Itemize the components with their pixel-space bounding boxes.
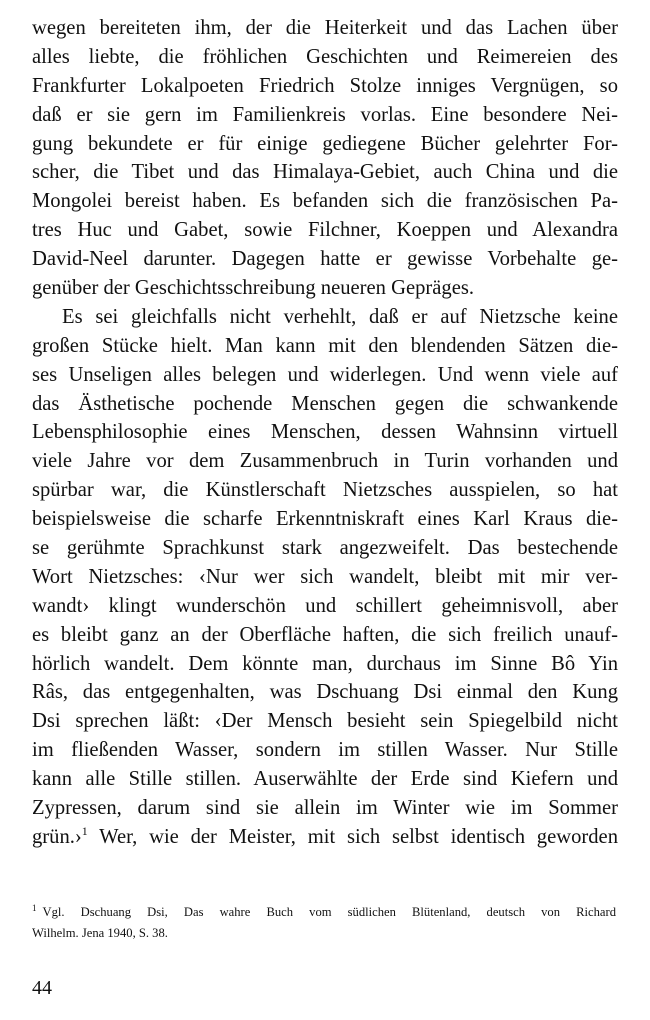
text-line: Zypressen, darum sind sie allein im Winter wie im Sommer — [32, 797, 618, 820]
paragraph-2 — [32, 303, 618, 852]
text-line: großen Stücke hielt. Man kann mit den blendenden Sätzen die- — [32, 334, 618, 357]
text-line: daß er sie gern im Familienkreis vorlas. Eine besondere Nei- — [32, 103, 618, 126]
text-segment: grün.› — [32, 825, 82, 848]
footnote — [32, 902, 616, 944]
text-line: es bleibt ganz an der Oberfläche haften, die sich freilich unauf- — [32, 623, 618, 646]
text-line: ses Unseligen alles belegen und widerlegen. Und wenn viele auf — [32, 363, 618, 386]
text-line: beispielsweise die scharfe Erkenntniskraft eines Karl Kraus die- — [32, 508, 618, 531]
text-line: wandt› klingt wunderschön und schillert geheimnisvoll, aber — [32, 594, 618, 617]
text-line: Lebensphilosophie eines Menschen, dessen Wahnsinn virtuell — [32, 421, 618, 444]
footnote-text: Vgl. Dschuang Dsi, Das wahre Buch vom südlichen Blütenland, deutsch von Richard — [42, 905, 616, 919]
page-number: 44 — [32, 977, 52, 999]
footnote-number: 1 — [32, 903, 37, 913]
text-line-with-footnote-mark — [32, 823, 618, 852]
footnote-line — [32, 902, 616, 923]
text-line: genüber der Geschichtsschreibung neueren Gepräges. — [32, 277, 475, 300]
text-line: Es sei gleichfalls nicht verhehlt, daß er auf Nietzsche keine — [62, 305, 618, 328]
text-line: se gerühmte Sprachkunst stark angezweifelt. Das bestechende — [32, 537, 618, 560]
body-text — [32, 14, 618, 852]
footnote-reference[interactable]: 1 — [81, 823, 88, 838]
paragraph-1 — [32, 14, 618, 303]
footnote-line: Wilhelm. Jena 1940, S. 38. — [32, 926, 168, 940]
text-line: alles liebte, die fröhlichen Geschichten und Reimereien des — [32, 45, 618, 68]
text-line: kann alle Stille stillen. Auserwählte der Erde sind Kiefern und — [32, 768, 618, 791]
text-line: im fließenden Wasser, sondern im stillen Wasser. Nur Stille — [32, 739, 618, 762]
text-segment: Wer, wie der Meister, mit sich selbst identisch geworden — [87, 825, 618, 848]
text-line: Wort Nietzsches: ‹Nur wer sich wandelt, bleibt mit mir ver- — [32, 565, 618, 588]
text-line: Frankfurter Lokalpoeten Friedrich Stolze inniges Vergnügen, so — [32, 74, 618, 97]
text-line: Mongolei bereist haben. Es befanden sich die französischen Pa- — [32, 190, 618, 213]
text-line: tres Huc und Gabet, sowie Filchner, Koeppen und Alexandra — [32, 219, 618, 242]
text-line: das Ästhetische pochende Menschen gegen die schwankende — [32, 392, 618, 415]
text-line: spürbar war, die Künstlerschaft Nietzsches ausspielen, so hat — [32, 479, 618, 502]
text-line: wegen bereiteten ihm, der die Heiterkeit und das Lachen über — [32, 17, 618, 39]
text-line: Dsi sprechen läßt: ‹Der Mensch besieht sein Spiegelbild nicht — [32, 710, 618, 733]
text-line: Râs, das entgegenhalten, was Dschuang Dsi einmal den Kung — [32, 681, 618, 704]
text-line: hörlich wandelt. Dem könnte man, durchaus im Sinne Bô Yin — [32, 652, 618, 675]
text-line: David-Neel darunter. Dagegen hatte er gewisse Vorbehalte ge- — [32, 248, 618, 271]
text-line: viele Jahre vor dem Zusammenbruch in Turin vorhanden und — [32, 450, 618, 473]
text-line: scher, die Tibet und das Himalaya-Gebiet, auch China und die — [32, 161, 618, 184]
text-line: gung bekundete er für einige gediegene Bücher gelehrter For- — [32, 132, 618, 155]
